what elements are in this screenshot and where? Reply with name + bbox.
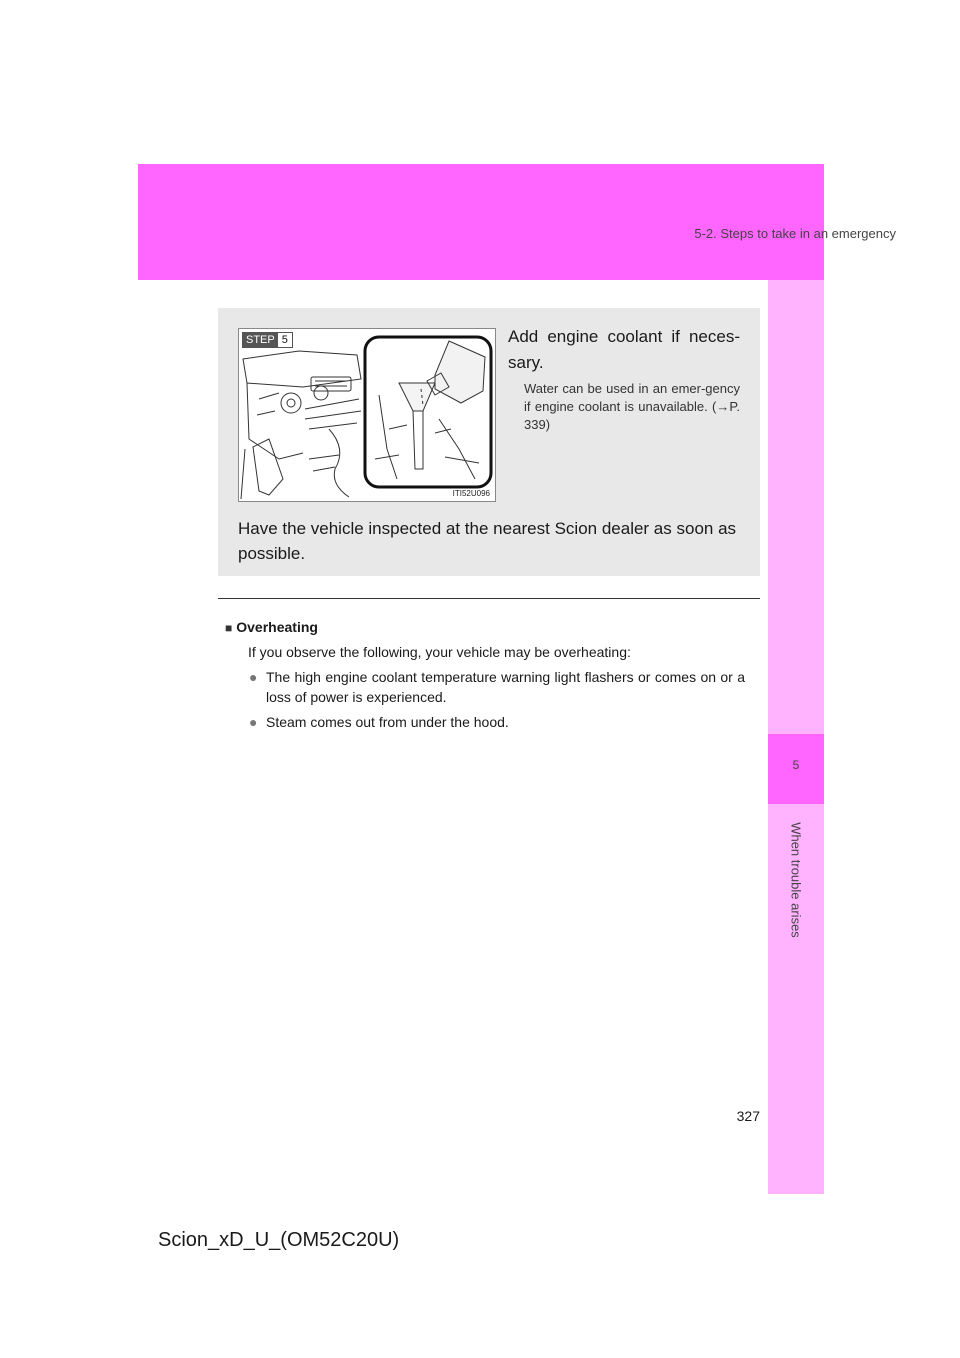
step-panel [218,308,760,576]
step-instruction: Add engine coolant if neces-sary. [508,327,740,372]
bullet-dot-icon: ● [249,714,258,730]
overheating-section [225,617,745,737]
step-badge-number: 5 [278,333,292,347]
illustration-code: ITI52U096 [452,489,490,498]
list-item-text: Steam comes out from under the hood. [266,714,509,730]
chapter-number: 5 [792,758,800,772]
overheating-heading [225,617,745,638]
list-item [225,712,745,732]
divider [218,598,760,599]
chapter-tab[interactable] [768,734,824,804]
page-number: 327 [736,1108,760,1124]
square-bullet-icon: ■ [225,621,233,635]
section-title: 5-2. Steps to take in an emergency [694,226,896,241]
list-item [225,667,745,707]
bullet-dot-icon: ● [249,669,258,685]
chapter-title-text: When trouble arises [788,822,804,938]
step-badge [242,332,293,348]
overheating-heading-text: Overheating [236,619,318,635]
engine-coolant-illustration [238,328,496,502]
header-band [138,164,824,280]
engine-illustration-icon [239,329,496,502]
chapter-title [768,815,824,945]
step-badge-label: STEP [243,333,278,347]
overheating-intro: If you observe the following, your vehicle may be overheating: [248,644,631,660]
list-item-text: The high engine coolant temperature warning light flashers or comes on or a loss of power is experienced. [266,669,745,705]
step-note: Water can be used in an emer-gency if engine coolant is unavailable. (→P. 339) [524,381,740,432]
step-footer: Have the vehicle inspected at the nearest Scion dealer as soon as possible. [238,519,737,563]
footer-id: Scion_xD_U_(OM52C20U) [158,1229,400,1251]
